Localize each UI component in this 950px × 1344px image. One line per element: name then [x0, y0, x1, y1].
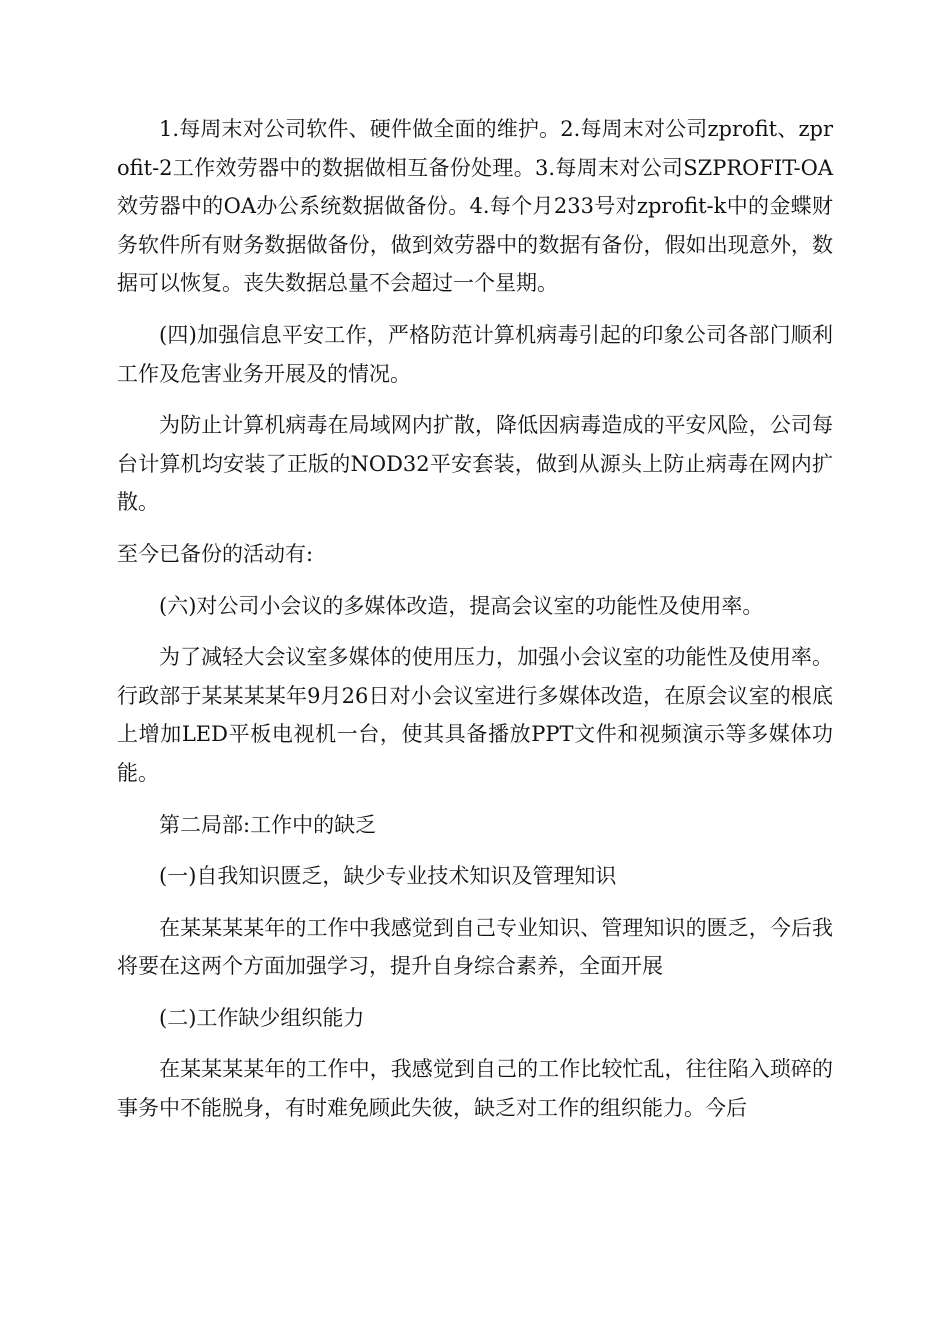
paragraph-organization-heading: (二)工作缺少组织能力 — [159, 1005, 365, 1030]
paragraph-meeting-room-heading: (六)对公司小会议的多媒体改造，提高会议室的功能性及使用率。 — [159, 593, 764, 618]
paragraph-security-heading: (四)加强信息平安工作，严格防范计算机病毒引起的印象公司各部门顺利工作及危害业务开展及的情况。 — [117, 322, 833, 386]
paragraph-maintenance: 1.每周末对公司软件、硬件做全面的维护。2.每周末对公司zprofit、zprofit-2工作效劳器中的数据做相互备份处理。3.每周末对公司SZPROFIT-OA效劳器中的OA办公系统数据做备份。4.每个月233号对zprofit-k中的金蝶财务软件所有财务数据做备份，做到效劳器中的数据有备份，假如出现意外，数据可以恢复。丧失数据总量不会超过一个星期。 — [117, 117, 833, 296]
paragraph-backup-activities: 至今已备份的活动有: — [117, 541, 314, 566]
paragraph-meeting-room: 为了减轻大会议室多媒体的使用压力，加强小会议室的功能性及使用率。行政部于某某某某年9月26日对小会议室进行多媒体改造，在原会议室的根底上增加LED平板电视机一台，使其具备播放PPT文件和视频演示等多媒体功能。 — [117, 645, 833, 785]
paragraph-knowledge: 在某某某某年的工作中我感觉到自己专业知识、管理知识的匮乏，今后我将要在这两个方面加强学习，提升自身综合素养，全面开展 — [117, 915, 833, 979]
paragraph-organization: 在某某某某年的工作中，我感觉到自己的工作比较忙乱，往往陷入琐碎的事务中不能脱身，有时难免顾此失彼，缺乏对工作的组织能力。今后 — [117, 1057, 833, 1121]
document-page — [117, 110, 833, 1141]
paragraph-antivirus: 为防止计算机病毒在局域网内扩散，降低因病毒造成的平安风险，公司每台计算机均安装了正版的NOD32平安套装，做到从源头上防止病毒在网内扩散。 — [117, 413, 833, 515]
paragraph-knowledge-heading: (一)自我知识匮乏，缺少专业技术知识及管理知识 — [159, 864, 617, 889]
section-heading-shortcomings: 第二局部:工作中的缺乏 — [159, 812, 377, 837]
